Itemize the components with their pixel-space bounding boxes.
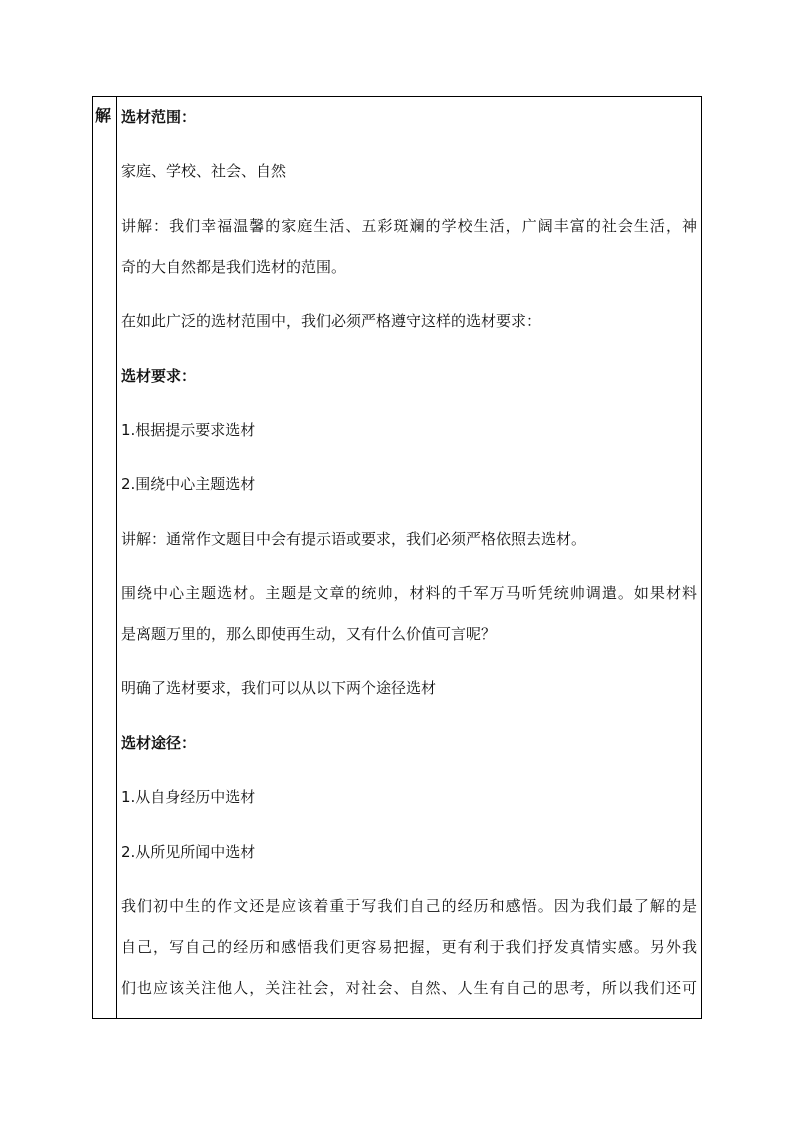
closing-paragraph-line-2: 自己，写自己的经历和感悟我们更容易把握，更有利于我们抒发真情实感。另外我	[121, 938, 697, 956]
method-item-1: 1.从自身经历中选材	[121, 788, 256, 806]
theme-paragraph-line-1: 围绕中心主题选材。主题是文章的统帅，材料的千军万马听凭统帅调遣。如果材料	[121, 584, 697, 602]
explanation-line-1: 讲解：我们幸福温馨的家庭生活、五彩斑斓的学校生活，广阔丰富的社会生活，神	[121, 217, 697, 235]
theme-paragraph-line-2: 是离题万里的，那么即使再生动，又有什么价值可言呢？	[121, 625, 497, 643]
requirement-item-2: 2.围绕中心主题选材	[121, 475, 256, 493]
heading-selection-scope: 选材范围：	[121, 108, 197, 126]
heading-selection-requirements: 选材要求：	[121, 367, 197, 385]
requirement-explanation: 讲解：通常作文题目中会有提示语或要求，我们必须严格依照去选材。	[121, 530, 587, 548]
content-table	[92, 96, 702, 1019]
method-item-2: 2.从所见所闻中选材	[121, 843, 256, 861]
closing-paragraph-line-3: 们也应该关注他人，关注社会，对社会、自然、人生有自己的思考，所以我们还可	[121, 979, 697, 997]
content-cell	[117, 97, 701, 1018]
section-label-cell	[93, 97, 117, 1018]
heading-selection-methods: 选材途径：	[121, 734, 197, 752]
scope-list: 家庭、学校、社会、自然	[121, 162, 287, 180]
closing-paragraph-line-1: 我们初中生的作文还是应该着重于写我们自己的经历和感悟。因为我们最了解的是	[121, 897, 697, 915]
approach-intro: 明确了选材要求，我们可以从以下两个途径选材	[121, 679, 437, 697]
section-label: 解	[95, 106, 112, 125]
explanation-line-2: 奇的大自然都是我们选材的范围。	[121, 258, 347, 276]
requirement-intro: 在如此广泛的选材范围中，我们必须严格遵守这样的选材要求：	[121, 312, 542, 330]
requirement-item-1: 1.根据提示要求选材	[121, 421, 256, 439]
